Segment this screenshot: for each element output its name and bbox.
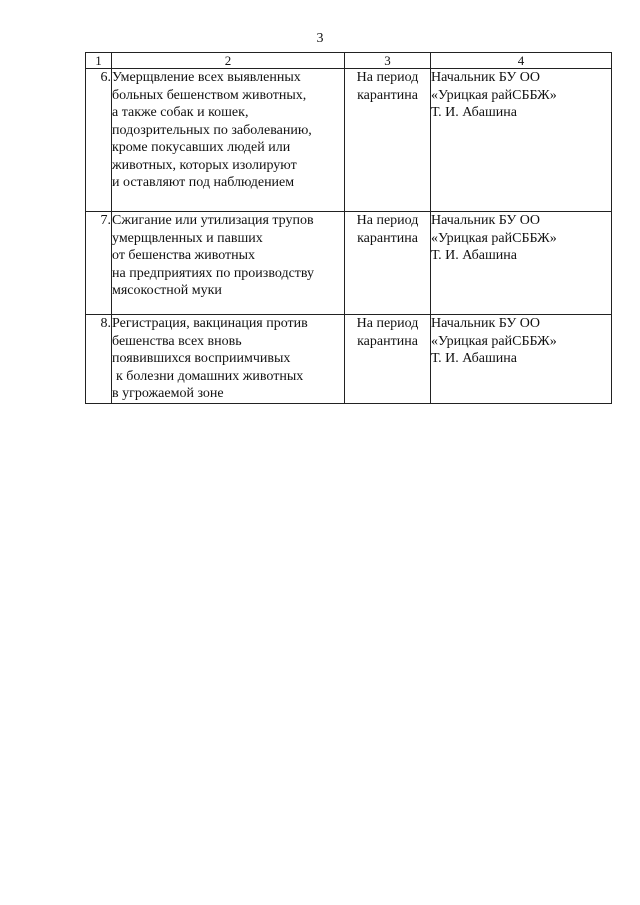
responsible-line: Начальник БУ ОО: [431, 213, 540, 228]
period-line: На период: [356, 213, 419, 228]
description-line: и оставляют под наблюдением: [112, 175, 295, 190]
description-line: Умерщвление всех выявленных: [112, 70, 301, 85]
description-line: в угрожаемой зоне: [112, 386, 224, 401]
responsible-line: Начальник БУ ОО: [431, 70, 540, 85]
table-row: [86, 315, 612, 404]
measure-period: [345, 212, 431, 315]
measure-responsible: [431, 315, 612, 404]
header-col-4: 4: [431, 53, 612, 69]
measures-table: [85, 52, 612, 404]
measure-description: [112, 69, 345, 212]
description-line: появившихся восприимчивых: [112, 351, 291, 366]
description-line: кроме покусавших людей или: [112, 140, 291, 155]
description-line: Сжигание или утилизация трупов: [112, 213, 314, 228]
page-number: 3: [316, 31, 324, 46]
period-line: карантина: [357, 87, 418, 103]
table-row: [86, 69, 612, 212]
description-line: к болезни домашних животных: [116, 368, 304, 384]
period-line: На период: [356, 316, 419, 331]
measure-responsible: [431, 212, 612, 315]
row-number: 7.: [86, 212, 112, 315]
header-row: [86, 53, 612, 69]
description-line: мясокостной муки: [112, 283, 222, 298]
description-line: от бешенства животных: [112, 248, 256, 263]
responsible-line: Т. И. Абашина: [431, 105, 517, 120]
responsible-line: Т. И. Абашина: [431, 248, 517, 263]
measure-responsible: [431, 69, 612, 212]
description-line: животных, которых изолируют: [112, 157, 297, 173]
description-line: подозрительных по заболеванию,: [112, 122, 312, 138]
period-line: На период: [356, 70, 419, 85]
row-number: 6.: [86, 69, 112, 212]
period-line: карантина: [357, 333, 418, 349]
description-line: бешенства всех вновь: [112, 333, 242, 349]
header-col-3: 3: [345, 53, 431, 69]
measure-period: [345, 315, 431, 404]
row-number: 8.: [86, 315, 112, 404]
responsible-line: «Урицкая райСББЖ»: [431, 230, 557, 246]
header-col-2: 2: [112, 53, 345, 69]
responsible-line: Т. И. Абашина: [431, 351, 517, 366]
responsible-line: «Урицкая райСББЖ»: [431, 333, 557, 349]
measure-period: [345, 69, 431, 212]
description-line: а также собак и кошек,: [112, 105, 249, 120]
description-line: умерщвленных и павших: [112, 230, 263, 246]
table-row: [86, 212, 612, 315]
responsible-line: Начальник БУ ОО: [431, 316, 540, 331]
measure-description: [112, 212, 345, 315]
responsible-line: «Урицкая райСББЖ»: [431, 87, 557, 103]
description-line: больных бешенством животных,: [112, 87, 307, 103]
header-col-1: 1: [86, 53, 112, 69]
measure-description: [112, 315, 345, 404]
description-line: на предприятиях по производству: [112, 265, 315, 281]
description-line: Регистрация, вакцинация против: [112, 316, 308, 331]
period-line: карантина: [357, 230, 418, 246]
